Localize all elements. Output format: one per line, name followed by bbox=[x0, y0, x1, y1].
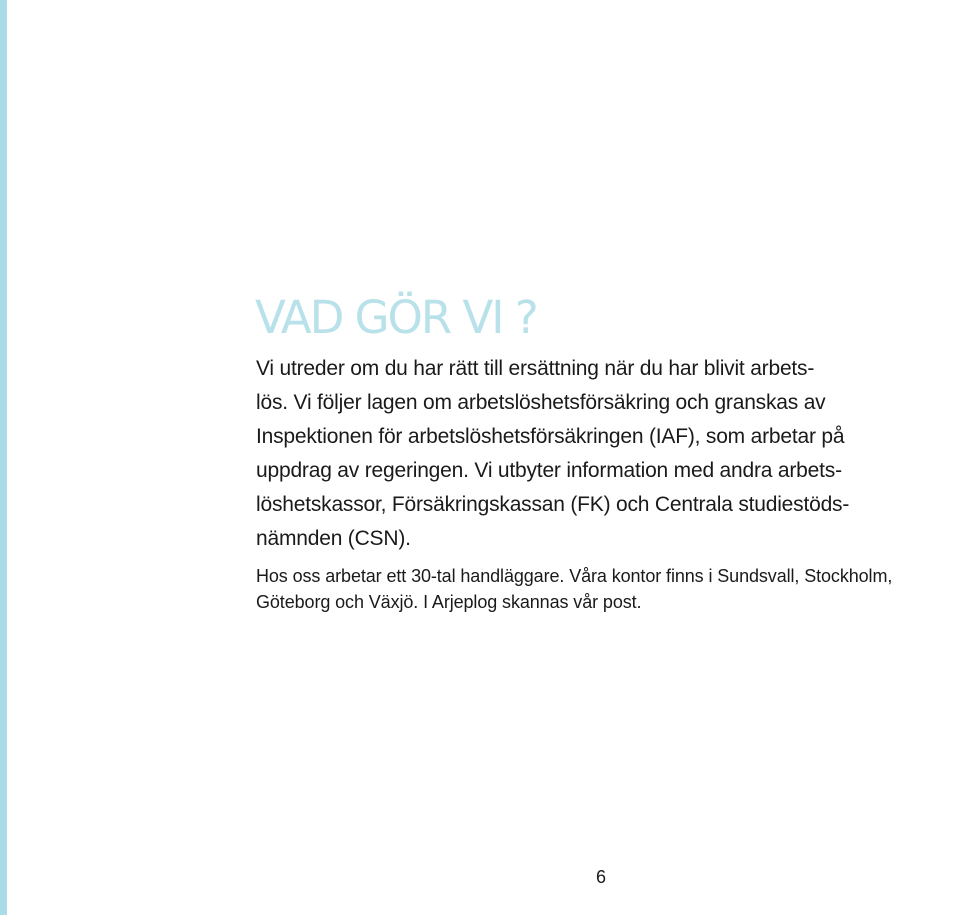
paragraph-line: Inspektionen för arbetslöshetsförsäkringen (IAF), som arbetar på bbox=[256, 425, 845, 448]
offices-paragraph bbox=[256, 563, 956, 615]
paragraph-line: nämnden (CSN). bbox=[256, 527, 411, 550]
side-color-strip bbox=[0, 0, 7, 915]
section-heading: VAD GÖR VI ? bbox=[255, 291, 537, 344]
paragraph-line: Hos oss arbetar ett 30-tal handläggare. Våra kontor finns i Sundsvall, Stockholm, bbox=[256, 566, 893, 586]
paragraph-line: löshetskassor, Försäkringskassan (FK) och Centrala studiestöds- bbox=[256, 493, 850, 516]
paragraph-line: Vi utreder om du har rätt till ersättning när du har blivit arbets- bbox=[256, 357, 815, 380]
paragraph-line: uppdrag av regeringen. Vi utbyter information med andra arbets- bbox=[256, 459, 842, 482]
paragraph-line: lös. Vi följer lagen om arbetslöshetsförsäkring och granskas av bbox=[256, 391, 826, 414]
intro-paragraph bbox=[256, 352, 956, 556]
page-number: 6 bbox=[596, 867, 607, 887]
paragraph-line: Göteborg och Växjö. I Arjeplog skannas vår post. bbox=[256, 592, 642, 612]
